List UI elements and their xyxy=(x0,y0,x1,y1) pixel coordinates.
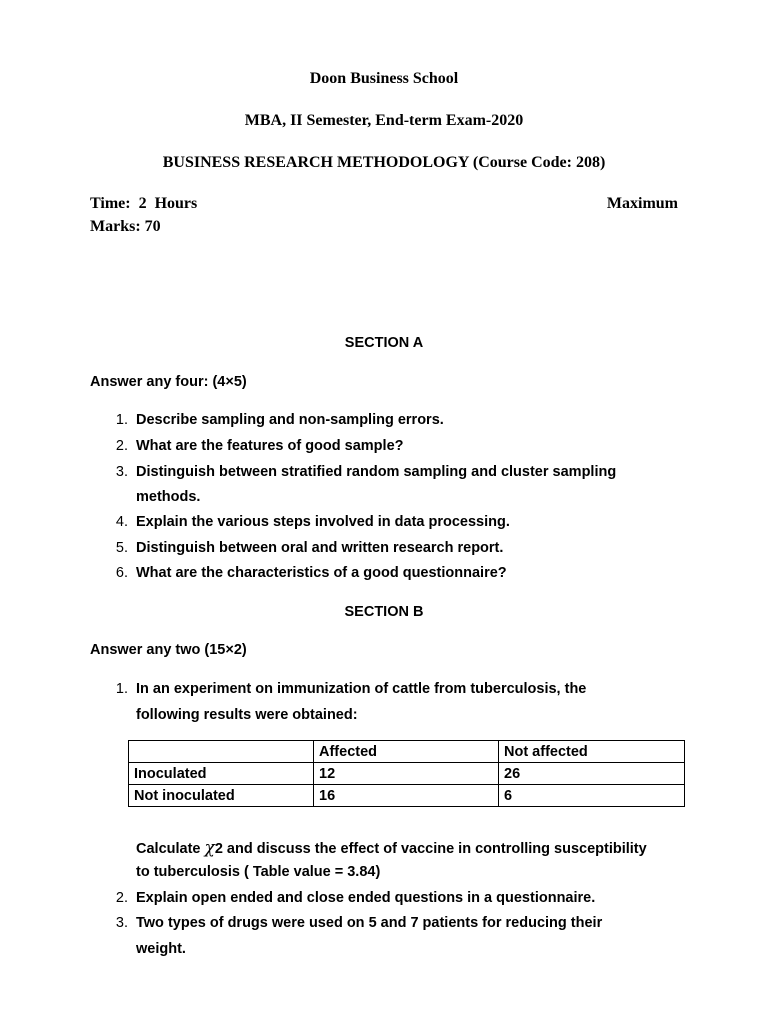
table-cell xyxy=(129,741,314,763)
question-text: In an experiment on immunization of cattle from tuberculosis, the xyxy=(136,681,587,697)
question-number: 3. xyxy=(115,915,128,931)
table-cell: 12 xyxy=(314,763,499,785)
question-number: 3. xyxy=(115,464,128,480)
question-text: Two types of drugs were used on 5 and 7 patients for reducing their xyxy=(136,915,603,931)
table-cell: 6 xyxy=(499,785,685,807)
question-number: 2. xyxy=(115,438,128,454)
maximum-label: Maximum xyxy=(606,195,678,212)
question-text: What are the features of good sample? xyxy=(136,438,404,454)
followup-text: 2 and discuss the effect of vaccine in controlling susceptibility xyxy=(214,841,647,857)
question-text: following results were obtained: xyxy=(136,707,358,723)
question-number: 1. xyxy=(115,412,128,428)
question-text: weight. xyxy=(136,941,186,957)
course-title: BUSINESS RESEARCH METHODOLOGY (Course Code: 208) xyxy=(162,154,606,171)
chi-symbol: χ xyxy=(204,838,215,858)
section-b-instruction: Answer any two (15×2) xyxy=(90,642,247,658)
section-a-instruction: Answer any four: (4×5) xyxy=(90,374,247,390)
table-row xyxy=(129,763,685,785)
question-followup xyxy=(136,838,647,858)
exam-marks: Marks: 70 xyxy=(90,218,161,235)
table-cell: 26 xyxy=(499,763,685,785)
question-text: Explain the various steps involved in data processing. xyxy=(136,514,510,530)
question-number: 5. xyxy=(115,540,128,556)
question-text: Describe sampling and non-sampling errors. xyxy=(136,412,444,428)
question-number: 1. xyxy=(115,681,128,697)
section-a-title: SECTION A xyxy=(344,335,424,351)
table-header-cell: Not affected xyxy=(499,741,685,763)
table-cell: Not inoculated xyxy=(129,785,314,807)
table-header-row xyxy=(129,741,685,763)
question-text: methods. xyxy=(136,489,201,505)
table-cell: Inoculated xyxy=(129,763,314,785)
results-table xyxy=(128,740,685,807)
institution-name: Doon Business School xyxy=(309,70,459,87)
question-number: 6. xyxy=(115,565,128,581)
question-text: Distinguish between oral and written research report. xyxy=(136,540,504,556)
followup-text: Calculate xyxy=(136,841,205,857)
question-number: 2. xyxy=(115,890,128,906)
table-header-cell: Affected xyxy=(314,741,499,763)
exam-title: MBA, II Semester, End-term Exam-2020 xyxy=(244,112,524,129)
question-text: What are the characteristics of a good questionnaire? xyxy=(136,565,507,581)
question-text: Explain open ended and close ended questions in a questionnaire. xyxy=(136,890,596,906)
exam-time: Time: 2 Hours xyxy=(90,195,198,212)
section-b-title: SECTION B xyxy=(344,604,424,620)
table-row xyxy=(129,785,685,807)
question-text: Distinguish between stratified random sampling and cluster sampling xyxy=(136,464,617,480)
question-number: 4. xyxy=(115,514,128,530)
table-cell: 16 xyxy=(314,785,499,807)
question-followup-line: to tuberculosis ( Table value = 3.84) xyxy=(136,864,381,880)
